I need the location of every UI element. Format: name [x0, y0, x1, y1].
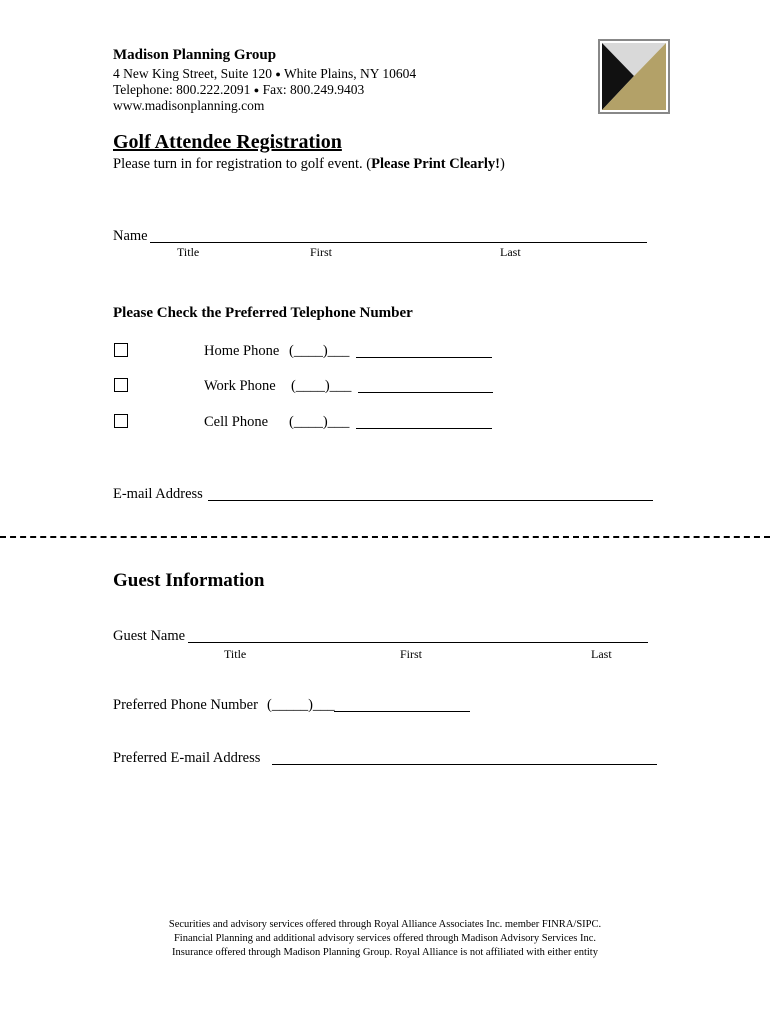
cell-phone-label: Cell Phone [204, 414, 269, 430]
home-phone-checkbox[interactable] [114, 343, 128, 357]
name-label: Name [113, 228, 148, 244]
footer-line-2: Financial Planning and additional advisory services offered through Madison Advisory Services Inc. [173, 933, 597, 944]
company-phone: Telephone: 800.222.2091 [113, 82, 251, 97]
name-field[interactable] [150, 228, 647, 243]
cell-phone-area-code: (____)___ [289, 414, 350, 430]
footer-line-1: Securities and advisory services offered through Royal Alliance Associates Inc. member FINRA/SIPC. [168, 919, 602, 930]
cell-phone-field[interactable] [356, 414, 492, 429]
work-phone-field[interactable] [358, 378, 493, 393]
guest-email-field[interactable] [272, 750, 657, 765]
name-title-caption: Title [177, 245, 200, 259]
guest-heading: Guest Information [113, 570, 265, 591]
guest-phone-area-code: (_____)___ [267, 697, 335, 713]
email-label: E-mail Address [113, 486, 203, 502]
home-phone-area-code: (____)___ [289, 343, 350, 359]
cut-line-divider [0, 536, 770, 538]
company-logo-icon [598, 39, 670, 114]
form-title: Golf Attendee Registration [113, 131, 342, 153]
home-phone-label: Home Phone [204, 343, 280, 359]
bullet-icon: ● [253, 85, 260, 95]
home-phone-field[interactable] [356, 343, 492, 358]
company-website: www.madisonplanning.com [113, 98, 265, 113]
guest-phone-label: Preferred Phone Number [113, 697, 258, 713]
footer-line-3: Insurance offered through Madison Planning Group. Royal Alliance is not affiliated with either entity [172, 947, 598, 958]
phone-heading: Please Check the Preferred Telephone Number [113, 305, 413, 321]
work-phone-area-code: (____)___ [291, 378, 352, 394]
name-first-caption: First [310, 245, 333, 259]
work-phone-label: Work Phone [204, 378, 276, 394]
guest-name-field[interactable] [188, 628, 648, 643]
work-phone-checkbox[interactable] [114, 378, 128, 392]
guest-first-caption: First [400, 647, 423, 661]
guest-name-label: Guest Name [113, 628, 186, 644]
bullet-icon: ● [275, 69, 281, 79]
cell-phone-checkbox[interactable] [114, 414, 128, 428]
company-contact [113, 82, 364, 98]
name-last-caption: Last [500, 245, 521, 259]
guest-last-caption: Last [591, 647, 612, 661]
guest-title-caption: Title [224, 647, 247, 661]
guest-email-label: Preferred E-mail Address [113, 750, 261, 766]
email-field[interactable] [208, 486, 653, 501]
form-instruction: Please turn in for registration to golf event. (Please Print Clearly!) [113, 156, 505, 172]
guest-phone-field[interactable] [334, 697, 470, 712]
company-name: Madison Planning Group [113, 47, 277, 63]
company-address: 4 New King Street, Suite 120 ● White Plains, NY 10604 [113, 66, 417, 81]
company-fax: Fax: 800.249.9403 [262, 82, 365, 97]
